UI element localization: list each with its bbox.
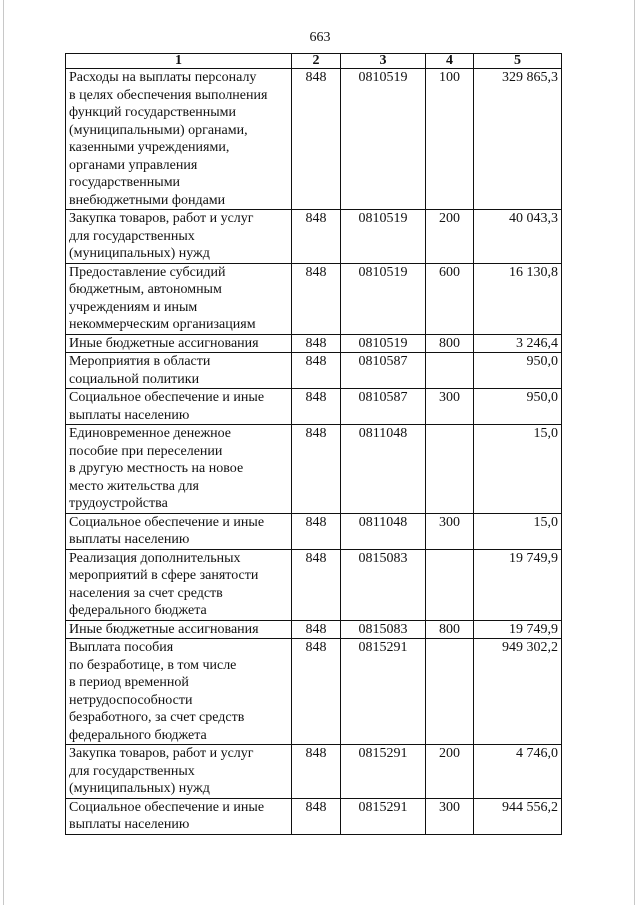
- row-amount-cell: 3 246,4: [474, 334, 562, 353]
- row-amount-cell: 950,0: [474, 389, 562, 425]
- row-amount-cell: 40 043,3: [474, 210, 562, 264]
- row-code-cell: 848: [292, 549, 341, 620]
- row-amount-cell: 329 865,3: [474, 69, 562, 210]
- row-expense-type-cell: 800: [426, 620, 474, 639]
- row-name-cell: Единовременное денежное пособие при переселении в другую местность на новое место жительства для трудоустройства: [66, 425, 292, 514]
- row-amount-cell: 950,0: [474, 353, 562, 389]
- row-expense-type-cell: 200: [426, 745, 474, 799]
- row-code-cell: 848: [292, 513, 341, 549]
- row-target-article-cell: 0810519: [341, 69, 426, 210]
- row-code-cell: 848: [292, 334, 341, 353]
- column-header-4: 4: [426, 54, 474, 69]
- table-row: [66, 639, 562, 745]
- row-name-cell: Закупка товаров, работ и услуг для государственных (муниципальных) нужд: [66, 210, 292, 264]
- row-expense-type-cell: 800: [426, 334, 474, 353]
- table-row: [66, 549, 562, 620]
- scan-edge-right: [634, 0, 635, 905]
- table-row: [66, 353, 562, 389]
- row-name-cell: Социальное обеспечение и иные выплаты населению: [66, 389, 292, 425]
- row-expense-type-cell: 200: [426, 210, 474, 264]
- row-expense-type-cell: [426, 639, 474, 745]
- row-target-article-cell: 0815291: [341, 798, 426, 834]
- row-expense-type-cell: [426, 549, 474, 620]
- row-target-article-cell: 0815083: [341, 549, 426, 620]
- row-code-cell: 848: [292, 353, 341, 389]
- row-code-cell: 848: [292, 210, 341, 264]
- row-name-cell: Иные бюджетные ассигнования: [66, 620, 292, 639]
- row-target-article-cell: 0815291: [341, 639, 426, 745]
- row-target-article-cell: 0815291: [341, 745, 426, 799]
- row-code-cell: 848: [292, 620, 341, 639]
- row-amount-cell: 16 130,8: [474, 263, 562, 334]
- scan-edge-left: [3, 0, 4, 905]
- row-name-cell: Социальное обеспечение и иные выплаты населению: [66, 798, 292, 834]
- row-target-article-cell: 0810519: [341, 334, 426, 353]
- row-name-cell: Закупка товаров, работ и услуг для государственных (муниципальных) нужд: [66, 745, 292, 799]
- row-expense-type-cell: 300: [426, 389, 474, 425]
- table-row: [66, 798, 562, 834]
- row-amount-cell: 19 749,9: [474, 549, 562, 620]
- page-number: 663: [309, 30, 331, 45]
- row-amount-cell: 15,0: [474, 425, 562, 514]
- row-amount-cell: 4 746,0: [474, 745, 562, 799]
- row-target-article-cell: 0810519: [341, 210, 426, 264]
- row-name-cell: Предоставление субсидий бюджетным, автономным учреждениям и иным некоммерческим организациям: [66, 263, 292, 334]
- table-row: [66, 69, 562, 210]
- table-row: [66, 425, 562, 514]
- table-row: [66, 334, 562, 353]
- row-expense-type-cell: 300: [426, 798, 474, 834]
- row-code-cell: 848: [292, 389, 341, 425]
- column-header-1: 1: [66, 54, 292, 69]
- table-row: [66, 389, 562, 425]
- row-target-article-cell: 0810587: [341, 353, 426, 389]
- row-amount-cell: 19 749,9: [474, 620, 562, 639]
- table-row: [66, 210, 562, 264]
- table-row: [66, 620, 562, 639]
- row-name-cell: Выплата пособия по безработице, в том числе в период временной нетрудоспособности безработного, за счет средств федерального бюджета: [66, 639, 292, 745]
- row-name-cell: Иные бюджетные ассигнования: [66, 334, 292, 353]
- row-expense-type-cell: [426, 425, 474, 514]
- row-target-article-cell: 0810587: [341, 389, 426, 425]
- budget-table: [65, 53, 562, 835]
- table-row: [66, 513, 562, 549]
- row-name-cell: Расходы на выплаты персоналу в целях обеспечения выполнения функций государственными (муниципальными) органами, казенными учреждениями, органами управления государственными внебюджетными фондами: [66, 69, 292, 210]
- row-target-article-cell: 0810519: [341, 263, 426, 334]
- row-code-cell: 848: [292, 745, 341, 799]
- row-target-article-cell: 0811048: [341, 425, 426, 514]
- row-amount-cell: 949 302,2: [474, 639, 562, 745]
- row-code-cell: 848: [292, 425, 341, 514]
- row-code-cell: 848: [292, 263, 341, 334]
- row-expense-type-cell: [426, 353, 474, 389]
- column-header-2: 2: [292, 54, 341, 69]
- row-target-article-cell: 0811048: [341, 513, 426, 549]
- table-header-row: [66, 54, 562, 69]
- row-name-cell: Реализация дополнительных мероприятий в сфере занятости населения за счет средств федерального бюджета: [66, 549, 292, 620]
- table-row: [66, 263, 562, 334]
- table-row: [66, 745, 562, 799]
- column-header-5: 5: [474, 54, 562, 69]
- row-amount-cell: 15,0: [474, 513, 562, 549]
- row-code-cell: 848: [292, 639, 341, 745]
- row-code-cell: 848: [292, 69, 341, 210]
- row-expense-type-cell: 100: [426, 69, 474, 210]
- row-code-cell: 848: [292, 798, 341, 834]
- column-header-3: 3: [341, 54, 426, 69]
- row-expense-type-cell: 600: [426, 263, 474, 334]
- row-target-article-cell: 0815083: [341, 620, 426, 639]
- row-amount-cell: 944 556,2: [474, 798, 562, 834]
- row-name-cell: Социальное обеспечение и иные выплаты населению: [66, 513, 292, 549]
- row-name-cell: Мероприятия в области социальной политики: [66, 353, 292, 389]
- row-expense-type-cell: 300: [426, 513, 474, 549]
